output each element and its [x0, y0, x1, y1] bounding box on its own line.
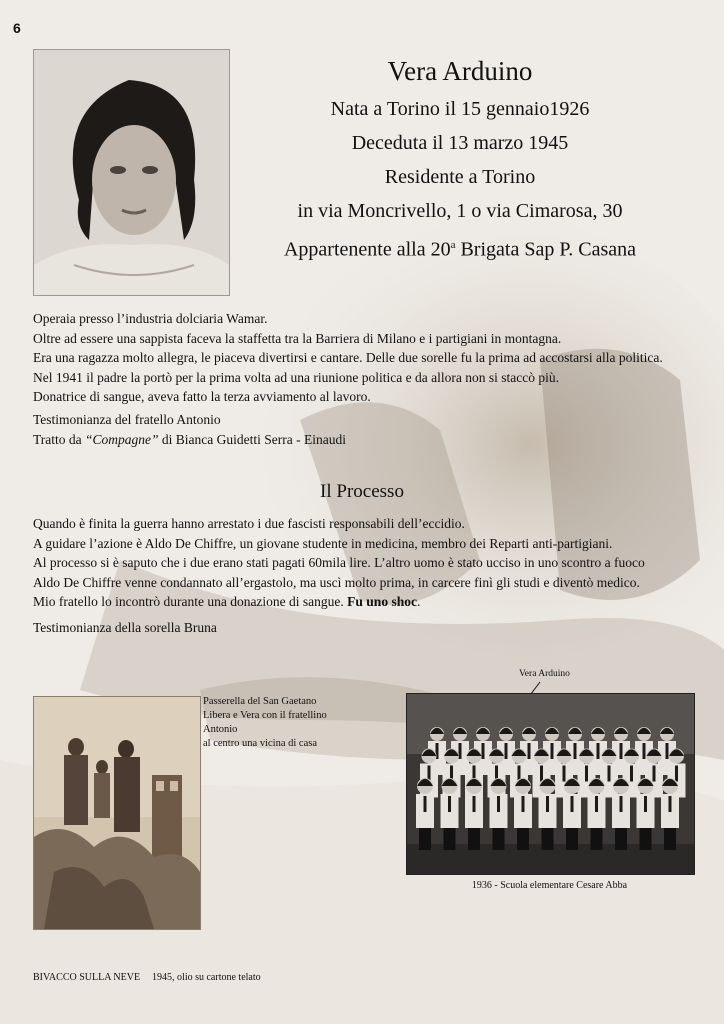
brigade-ordinal: a	[450, 239, 456, 251]
bio-line: Donatrice di sangue, aveva fatto la terza avviamento al lavoro.	[33, 389, 371, 404]
book-prefix: Tratto da	[33, 432, 86, 447]
bio-line: Era una ragazza molto allegra, le piaceva divertirsi e cantare. Delle due sorelle fu la prima ad accostarsi alla politica.	[33, 350, 663, 365]
bio-line: Operaia presso l’industria dolciaria Wamar.	[33, 311, 268, 326]
testimony-sister: Testimonianza della sorella Bruna	[33, 619, 217, 635]
birth-line: Nata a Torino il 15 gennaio1926	[330, 98, 590, 120]
bio-line: Oltre ad essere una sappista faceva la staffetta tra la Barriera di Milano e i partigiani in montagna.	[33, 330, 562, 346]
caption-line: Libera e Vera con il fratellino Antonio	[203, 710, 327, 735]
process-line: Aldo De Chiffre venne condannato all’ergastolo, ma uscì molto prima, in carcere finì gli studi e diventò medico.	[33, 574, 640, 590]
class-photo-caption: 1936 - Scuola elementare Cesare Abba	[471, 880, 628, 891]
book-reference	[33, 430, 633, 450]
biography	[33, 309, 713, 407]
process-line: Al processo si è saputo che i due erano stati pagati 60mila lire. L’altro uomo è stato ucciso in uno scontro a fuoco	[33, 555, 645, 570]
address-line: in via Moncrivello, 1 o via Cimarosa, 30	[297, 200, 623, 222]
vera-arduino-label: Vera Arduino	[519, 669, 570, 679]
book-title: “Compagne”	[85, 432, 159, 447]
painting-info: 1945, olio su cartone telato	[152, 972, 261, 983]
book-suffix: di Bianca Guidetti Serra - Einaudi	[158, 432, 346, 447]
brigade-prefix: Appartenente alla 20	[283, 238, 451, 261]
brigade-suffix: Brigata Sap P. Casana	[455, 238, 636, 261]
process-line-last	[33, 592, 719, 612]
person-header	[240, 55, 680, 267]
person-name: Vera Arduino	[387, 56, 533, 86]
process-line: Quando è finita la guerra hanno arrestato i due fascisti responsabili dell’eccidio.	[33, 516, 465, 531]
family-photo-caption	[203, 695, 363, 751]
bio-line: Nel 1941 il padre la portò per la prima volta ad una riunione politica e da allora non si staccò più.	[33, 369, 559, 385]
portrait-photo	[33, 49, 230, 296]
last-line-bold: Fu uno shoc	[347, 594, 417, 609]
page-number: 6	[13, 20, 21, 36]
caption-line: Passerella del San Gaetano	[203, 696, 317, 707]
last-line-suffix: .	[416, 594, 421, 609]
section-title-process: Il Processo	[320, 481, 404, 502]
caption-line: al centro una vicina di casa	[203, 738, 317, 749]
process-text	[33, 514, 719, 637]
residence-line: Residente a Torino	[384, 166, 536, 188]
class-photo	[406, 693, 695, 875]
source-citation	[33, 410, 633, 450]
family-photo	[33, 696, 201, 930]
painting-title: BIVACCO SULLA NEVE	[33, 972, 141, 983]
testimony-brother: Testimonianza del fratello Antonio	[33, 412, 221, 427]
process-line: A guidare l’azione è Aldo De Chiffre, un giovane studente in medicina, membro dei Reparti anti-partigiani.	[33, 535, 613, 551]
brigade-line	[240, 228, 680, 267]
last-line-prefix: Mio fratello lo incontrò durante una donazione di sangue.	[33, 594, 348, 609]
painting-credit	[33, 972, 261, 983]
death-line: Deceduta il 13 marzo 1945	[351, 132, 569, 154]
